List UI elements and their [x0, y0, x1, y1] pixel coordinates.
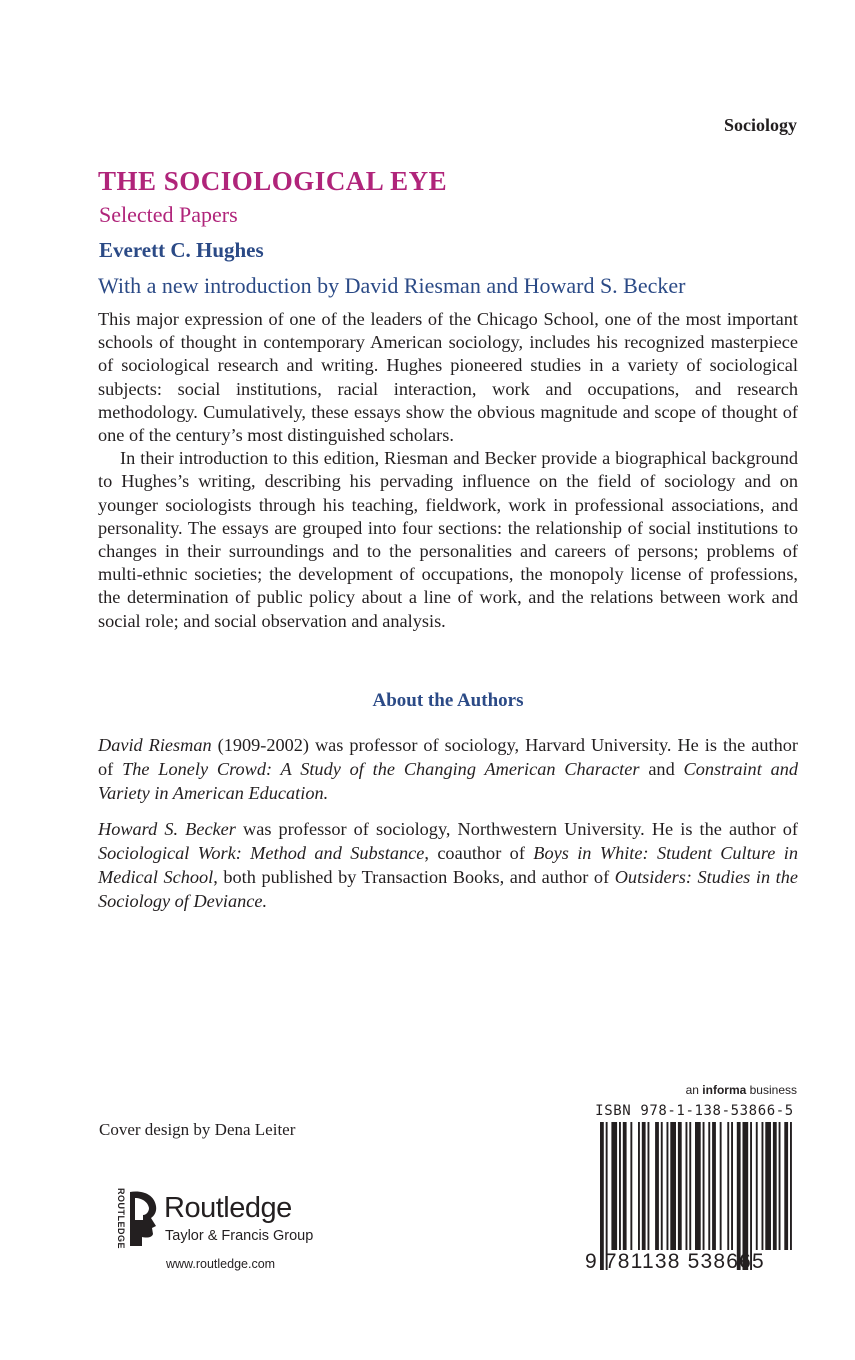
barcode-bar: [606, 1122, 608, 1270]
bio-text: (1909-2002) was professor of sociology, Harvard University. He is the author of: [98, 735, 798, 779]
barcode-bar: [623, 1122, 627, 1250]
informa-tagline: an informa business: [685, 1083, 797, 1097]
book-author: Everett C. Hughes: [99, 238, 264, 262]
barcode-bar: [765, 1122, 771, 1250]
barcode-bar: [712, 1122, 716, 1250]
author-bio-becker: [98, 817, 798, 913]
description: [98, 308, 798, 633]
barcode-bar: [773, 1122, 777, 1250]
book-title: THE SOCIOLOGICAL EYE: [98, 166, 448, 196]
publisher-website[interactable]: www.routledge.com: [166, 1257, 276, 1271]
routledge-head-icon: [126, 1190, 162, 1248]
bio-name: Howard S. Becker: [98, 819, 236, 839]
barcode-bar: [619, 1122, 621, 1250]
barcode-bar: [750, 1122, 752, 1270]
barcode-bar: [703, 1122, 705, 1250]
barcode-bar: [686, 1122, 688, 1250]
book-reference: Constraint and Variety in American Education.: [98, 759, 799, 803]
publisher-vertical-wordmark: ROUTLEDGE: [116, 1188, 126, 1250]
barcode-bar: [642, 1122, 646, 1250]
barcode-bar: [737, 1122, 741, 1270]
barcode-bar: [638, 1122, 640, 1250]
barcode-bar: [667, 1122, 669, 1250]
barcode-bar: [727, 1122, 729, 1250]
book-subtitle: Selected Papers: [99, 202, 238, 227]
barcode-bar: [655, 1122, 659, 1250]
barcode-bar: [611, 1122, 617, 1250]
barcode-bar: [790, 1122, 792, 1250]
barcode-bar: [784, 1122, 788, 1250]
barcode-bar: [756, 1122, 758, 1250]
isbn-label: ISBN 978-1-138-53866-5: [595, 1103, 794, 1119]
barcode-bar: [689, 1122, 691, 1250]
barcode-bar: [630, 1122, 632, 1250]
author-bio-riesman: [98, 733, 798, 805]
publisher-name: Routledge: [164, 1192, 292, 1224]
publisher-group: Taylor & Francis Group: [165, 1228, 314, 1244]
bio-text: and: [639, 759, 684, 779]
barcode-bar: [731, 1122, 733, 1250]
barcode-bar: [695, 1122, 701, 1250]
cover-design-credit: Cover design by Dena Leiter: [99, 1120, 296, 1139]
description-paragraph: In their introduction to this edition, Riesman and Becker provide a biographical background to Hughes’s writing, describing his pervading influence on the field of sociology and on younger sociologists through his teaching, fieldwork, work in professional associations, and personality. The essays are grouped into four sections: the relationship of social institutions to changes in their surroundings and to the personalities and careers of persons; problems of multi-ethnic societies; the development of occupations, the monopoly license of professions, the determination of public policy about a line of work, and the relations between work and social role; and social observation and analysis.: [98, 448, 798, 631]
introduction-credit: With a new introduction by David Riesman and Howard S. Becker: [98, 273, 686, 298]
barcode-bar: [678, 1122, 682, 1250]
bio-text: , coauthor of: [424, 843, 534, 863]
barcode-bar: [600, 1122, 604, 1270]
description-paragraph: This major expression of one of the leaders of the Chicago School, one of the most important schools of thought in contemporary American sociology, includes his recognized masterpiece of sociological research and writing. Hughes pioneered studies in a variety of sociological subjects: social institutions, racial interaction, work and occupations, and research methodology. Cumulatively, these essays show the obvious magnitude and scope of thought of one of the century’s most distinguished scholars.: [98, 309, 798, 446]
book-reference: Outsiders: Studies in the Sociology of Deviance.: [98, 867, 798, 911]
category-label: Sociology: [723, 115, 797, 135]
barcode-bar: [779, 1122, 781, 1250]
barcode-digits: 9 781138 538665: [585, 1250, 765, 1273]
barcode-bar: [743, 1122, 749, 1270]
book-reference: Boys in White: Student Culture in Medical School: [98, 843, 798, 887]
bio-text: was professor of sociology, Northwestern University. He is the author of: [235, 819, 798, 839]
barcode-bar: [720, 1122, 722, 1250]
bio-text: , both published by Transaction Books, and author of: [213, 867, 615, 887]
barcode-bar: [708, 1122, 710, 1250]
about-authors-heading: About the Authors: [372, 690, 524, 711]
bio-name: David Riesman: [98, 735, 212, 755]
book-reference: The Lonely Crowd: A Study of the Changing American Character: [122, 759, 640, 779]
publisher-logo: [112, 1188, 372, 1248]
barcode-bar: [648, 1122, 650, 1250]
barcode-bar: [661, 1122, 663, 1250]
barcode-bar: [670, 1122, 676, 1250]
book-reference: Sociological Work: Method and Substance: [98, 843, 425, 863]
barcode-bar: [762, 1122, 764, 1250]
